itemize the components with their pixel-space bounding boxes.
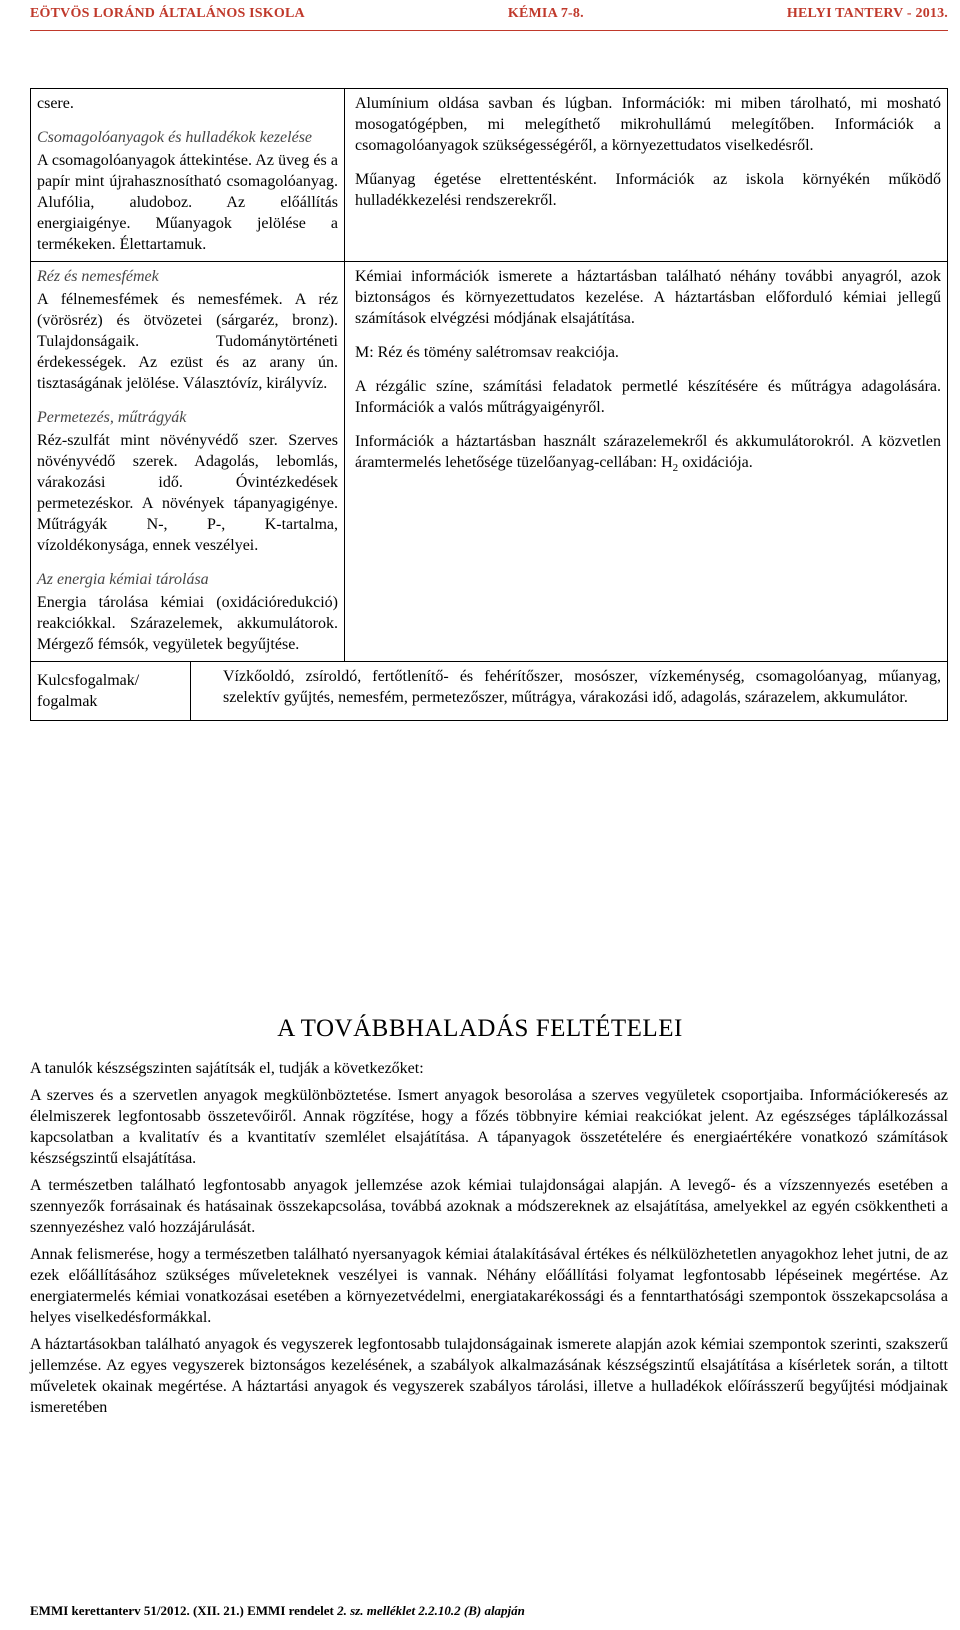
content-cell xyxy=(31,89,345,261)
body-paragraph: Annak felismerése, hogy a természetben található nyersanyagok kémiai átalakításával értékes és nélkülözhetetlen anyagokhoz lehet jutni, de az ezek előállításához szükséges műveleteknek veszélyei is vannak. Néhány előállítási folyamat legfontosabb lépéseinek megértése. Az energiatermelés kémiai vonatkozásai esetében a környezetvédelmi, energiatakarékossági és a fenntarthatósági szempontok összekapcsolása a helyes viselkedésformákkal. xyxy=(30,1246,948,1326)
footer-italic: 2. sz. melléklet 2.2.10.2 (B) alapján xyxy=(337,1603,525,1618)
cell-paragraph: Kémiai információk ismerete a háztartásban található néhány további anyagról, azok biztonságos és környezettudatos kezelése. A háztartásban előforduló kémiai jellegű számítások elvégzési módjának elsajátítása. xyxy=(355,268,941,327)
topic-heading: Permetezés, műtrágyák xyxy=(37,409,187,426)
cell-paragraph: A csomagolóanyagok áttekintése. Az üveg és a papír mint újrahasznosítható csomagolóanyag. Alufólia, aludoboz. Az előállítás energiaigénye. Műanyagok jelölése a termékeken. Élettartamuk. xyxy=(37,152,338,253)
cell-paragraph: Réz-szulfát mint növényvédő szer. Szerves növényvédő szerek. Adagolás, lebomlás, várakozási idő. Óvintézkedések permetezéskor. A növények tápanyagigénye. Műtrágyák N-, P-, K-tartalma, vízoldékonysága, ennek veszélyei. xyxy=(37,432,338,554)
cell-paragraph: A rézgálic színe, számítási feladatok permetlé készítésére és műtrágya adagolására. Információk a valós műtrágyaigényről. xyxy=(355,378,941,416)
content-cell xyxy=(31,262,345,661)
header-rule xyxy=(30,30,948,31)
header-subject: KÉMIA 7-8. xyxy=(507,6,584,21)
cell-paragraph: Energia tárolása kémiai (oxidációredukció) reakciókkal. Szárazelemek, akkumulátorok. Mérgező fémsók, vegyületek begyűjtése. xyxy=(37,594,338,653)
topic-heading: Csomagolóanyagok és hulladékok kezelése xyxy=(37,129,313,146)
cell-text: Információk a háztartásban használt szárazelemekről és akkumulátorokról. A közvetlen áramtermelés lehetősége tüzelőanyag-cellában: H xyxy=(355,433,941,471)
table-row xyxy=(31,262,947,662)
topic-heading: Réz és nemesfémek xyxy=(37,268,159,285)
cell-paragraph xyxy=(355,431,941,473)
topic-heading: Az energia kémiai tárolása xyxy=(37,571,209,588)
activity-cell xyxy=(345,262,947,661)
table-row xyxy=(31,89,947,262)
body-paragraph: A tanulók készségszinten sajátítsák el, tudják a következőket: xyxy=(30,1060,424,1077)
requirements-body xyxy=(30,1058,948,1418)
section-title: A TOVÁBBHALADÁS FELTÉTELEI xyxy=(277,1015,683,1042)
body-paragraph: A természetben található legfontosabb anyagok jellemzése azok kémiai tulajdonságai alapján. A levegő- és a vízszennyezés esetében a szennyezők forrásainak és hatásainak összekapcsolása, továbbá azoknak a módszereknek az elsajátítása, amelyekkel az egyén csökkentheti a szennyezéshez való hozzájárulását. xyxy=(30,1177,948,1236)
cell-paragraph: csere. xyxy=(37,95,74,112)
curriculum-table xyxy=(30,88,948,721)
subscript: 2 xyxy=(672,462,679,475)
table-row xyxy=(31,662,947,720)
key-concepts-label: Kulcsfogalmak/ fogalmak xyxy=(31,662,191,720)
header-school: EÖTVÖS LORÁND ÁLTALÁNOS ISKOLA xyxy=(30,6,305,21)
key-concepts-text: Vízkőoldó, zsíroldó, fertőtlenítő- és fehérítőszer, mosószer, vízkeménység, csomagolóanyag, műanyag, szelektív gyűjtés, nemesfém, permetezőszer, műtrágya, várakozási idő, adagolás, szárazelem, akkumulátor. xyxy=(223,668,941,706)
activity-cell xyxy=(345,89,947,261)
cell-text-end: oxidációja. xyxy=(678,454,753,471)
cell-paragraph: A félnemesfémek és nemesfémek. A réz (vörösréz) és ötvözetei (sárgaréz, bronz). Tulajdonságaik. Tudománytörténeti érdekességek. Az ezüst és az arany ún. tisztaságának jelölése. Választóvíz, királyvíz. xyxy=(37,291,338,392)
body-paragraph: A háztartásokban található anyagok és vegyszerek legfontosabb tulajdonságainak ismerete alapján azok kémiai szempontok szerinti, szakszerű jellemzése. Az egyes vegyszerek biztonságos kezelésének, a szabályok alkalmazásának készségszintű elsajátítása a kísérletek során, a tiltott műveletek okainak megértése. A háztartási anyagok és vegyszerek szabályos tárolási, illetve a hulladékok előírásszerű begyűjtési módjainak ismeretében xyxy=(30,1336,948,1416)
cell-paragraph: M: Réz és tömény salétromsav reakciója. xyxy=(355,344,619,361)
page-header xyxy=(30,6,948,26)
body-paragraph: A szerves és a szervetlen anyagok megkülönböztetése. Ismert anyagok besorolása a szerves vegyületek csoportjaiba. Információkeresés az élelmiszerek legfontosabb összetevőiről. Annak rögzítése, hogy a főzés többnyire kémiai reakciókat jelent. Az egészséges táplálkozással kapcsolatban a kvalitatív és a kvantitatív szemlélet elsajátítása. A tápanyagok összetételére és energiaértékére vonatkozó számítások készségszintű elsajátítása. xyxy=(30,1087,948,1167)
cell-paragraph: Alumínium oldása savban és lúgban. Információk: mi miben tárolható, mi mosható mosogatógépben, mi melegíthető mikrohullámú melegítőben. Információk a csomagolóanyagok szükségességéről, a környezettudatos viselkedésről. xyxy=(355,95,941,154)
header-curriculum: HELYI TANTERV - 2013. xyxy=(786,6,948,21)
page-footer xyxy=(30,1603,525,1619)
cell-paragraph: Műanyag égetése elrettentésként. Információk az iskola környékén működő hulladékkezelési rendszerekről. xyxy=(355,171,941,209)
footer-text: EMMI kerettanterv 51/2012. (XII. 21.) EMMI rendelet xyxy=(30,1603,338,1618)
